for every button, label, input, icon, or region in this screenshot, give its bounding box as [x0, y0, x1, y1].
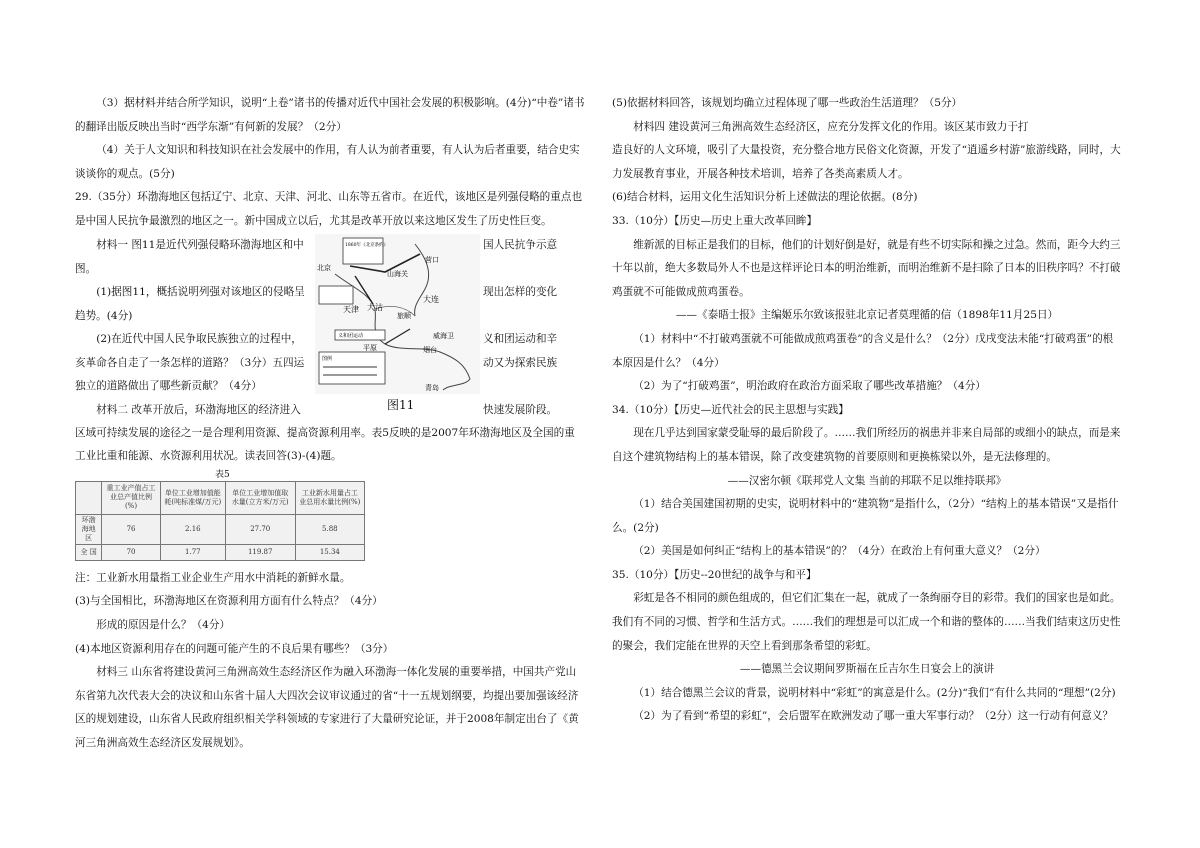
question-35-heading: 35.（10分）【历史--20世纪的战争与和平】: [612, 568, 817, 581]
sub-question-2-left: (2)在近代中国人民争取民族独立的过程中，: [96, 332, 302, 345]
table-cell: 70: [102, 544, 161, 560]
table-cell: 27.70: [225, 514, 295, 544]
table-title: 表5: [215, 469, 230, 480]
map-illustration: [315, 234, 480, 410]
material-1-right: 国人民抗争示意: [483, 238, 558, 251]
table-header-cell: [76, 481, 102, 514]
figure-11-block: [75, 234, 585, 422]
sub-question-5: (5)依据材料回答，该规划均确立过程体现了哪一些政治生活道理？（5分）: [612, 97, 963, 109]
map-label-shanhaiguan: 山海关: [387, 269, 408, 278]
sub-question-2-right2: 动又为探索民族: [483, 356, 558, 369]
material-2-continued: 区域可持续发展的途径之一是合理利用资源、提高资源利用率。表5反映的是2007年环渤海地区及全国的重工业比重和能源、水资源利用状况。读表回答(3)-(4)题。: [75, 426, 575, 463]
material-4-continued: 造良好的人文环境，吸引了大量投资，充分整合地方民俗文化资源，开发了“逍遥乡村游”旅游线路，同时，大力发展教育事业，开展各种技术培训，培养了各类高素质人才。: [612, 144, 1121, 180]
material-1-left: 材料一 图11是近代列强侵略环渤海地区和中: [96, 238, 304, 251]
question-34-heading: 34.（10分）【历史—近代社会的民主思想与实践】: [612, 403, 849, 416]
question-34-source: ——汉密尔顿《联邦党人文集 当前的邦联不足以维持联邦》: [727, 474, 1007, 487]
left-column: [75, 92, 585, 756]
table-header-row: [76, 481, 365, 514]
table-header-cell: 工业新水用量占工业总用水量比例(%): [295, 481, 364, 514]
material-1-left2: 图。: [75, 262, 97, 275]
map-label-dagu: 大沽: [367, 302, 383, 312]
sub-question-3b: 形成的原因是什么？（4分）: [96, 618, 231, 631]
table-note: 注：工业新水用量指工业企业生产用水中消耗的新鲜水量。: [75, 571, 351, 584]
question-3: （3）据材料并结合所学知识，说明“上卷”诸书的传播对近代中国社会发展的积极影响。(4分)“中卷”诸书的翻译出版反映出当时“西学东渐”有何新的发展？（2分）: [75, 97, 585, 133]
material-2-left: 材料二 改革开放后，环渤海地区的经济进入: [96, 403, 301, 416]
question-34-text: 现在几乎达到国家蒙受耻辱的最后阶段了。……我们所经历的祸患并非来自局部的或细小的缺点，而是来自这个建筑物结构上的基本错误，除了改变建筑物的首要原则和更换栋梁以外，是无法修理的。: [612, 427, 1121, 463]
right-column: [612, 92, 1122, 729]
sub-question-4: (4)本地区资源利用存在的问题可能产生的不良后果有哪些？（3分）: [75, 642, 394, 655]
material-3: 材料三 山东省将建设黄河三角洲高效生态经济区作为融入环渤海一体化发展的重要举措，中国共产党山东省第九次代表大会的决议和山东省十届人大四次会议审议通过的省“十一五规划纲要，均提出要加强该经济区的规划建设，山东省人民政府组织相关学科领域的专家进行了大量研究论证，并于2008年制定出台了《黄河三角洲高效生态经济区发展规划》。: [75, 666, 579, 749]
table-5: [75, 481, 365, 561]
question-34-part1: （1）结合美国建国初期的史实，说明材料中的“建筑物”是指什么，（2分）“结构上的基本错误”又是指什么。(2分): [612, 498, 1119, 534]
map-label-yingkou: 营口: [425, 255, 439, 264]
map-label-beijing: 北京: [317, 263, 331, 272]
table-row: [76, 544, 365, 560]
map-legend: 图例: [322, 355, 333, 362]
sub-question-2-right: 义和团运动和辛: [483, 332, 558, 345]
table-cell: 环渤海地区: [76, 514, 102, 544]
figure-caption: 图11: [387, 397, 415, 412]
sub-question-1-right: 现出怎样的变化: [483, 285, 558, 298]
material-4: 材料四 建设黄河三角洲高效生态经济区，应充分发挥文化的作用。该区某市致力于打: [633, 120, 1029, 133]
question-33-heading: 33.（10分）【历史—历史上重大改革回眸】: [612, 214, 818, 227]
table-header-cell: 单位工业增加值能耗(吨标准煤/万元): [160, 481, 225, 514]
map-box2: 义和团运动: [338, 332, 364, 339]
question-33-part1: （1）材料中“不打破鸡蛋就不可能做成煎鸡蛋卷”的含义是什么？（2分）戊戌变法未能“打破鸡蛋”的根本原因是什么？（4分）: [612, 332, 1114, 369]
material-2-right: 快速发展阶段。: [483, 403, 558, 416]
table-cell: 119.87: [225, 544, 295, 560]
sub-question-2-left3: 独立的道路做出了哪些新贡献？（4分）: [75, 379, 262, 392]
table-cell: 2.16: [160, 514, 225, 544]
map-label-yantai: 烟台: [423, 345, 437, 354]
sub-question-2-left2: 亥革命各自走了一条怎样的道路？（3分）五四运: [75, 356, 305, 369]
question-33-source: ——《泰晤士报》主编姬乐尔致该报驻北京记者莫理循的信（1898年11月25日）: [675, 309, 1059, 322]
map-label-pingyuan: 平原: [363, 343, 377, 352]
table-cell: 全 国: [76, 544, 102, 560]
sub-question-3: (3)与全国相比，环渤海地区在资源利用方面有什么特点？（4分）: [75, 595, 383, 608]
figure-11-map: [315, 234, 480, 410]
question-35-text: 彩虹是各不相同的颜色组成的，但它们汇集在一起，就成了一条绚丽夺目的彩带。我们的国家也是如此。我们有不同的习惯、哲学和生活方式。……我们的理想是可以汇成一个和谐的整体的……当我们结束这历史性的聚会，我们定能在世界的天空上看到那条希望的彩虹。: [612, 592, 1121, 652]
table-row: [76, 514, 365, 544]
question-35-part1: （1）结合德黑兰会议的背景，说明材料中“彩虹”的寓意是什么。(2分)“我们”有什么共同的“理想”(2分): [633, 686, 1116, 699]
table-cell: 5.88: [295, 514, 364, 544]
map-label-tianjin: 天津: [343, 304, 359, 314]
question-4: （4）关于人文知识和科技知识在社会发展中的作用，有人认为前者重要，有人认为后者重要，结合史实谈谈你的观点。(5分): [75, 144, 580, 180]
table-cell: 76: [102, 514, 161, 544]
question-34-part2: （2）美国是如何纠正“结构上的基本错误”的？（4分）在政治上有何重大意义？（2分）: [633, 545, 1046, 558]
table-cell: 1.77: [160, 544, 225, 560]
map-label-lushun: 旅顺: [397, 311, 411, 320]
question-35-source: ——德黑兰会议期间罗斯福在丘吉尔生日宴会上的演讲: [739, 663, 995, 676]
table-cell: 15.34: [295, 544, 364, 560]
question-33-part2: （2）为了“打破鸡蛋”，明治政府在政治方面采取了哪些改革措施？（4分）: [633, 380, 986, 393]
map-label-dalian: 大连: [423, 294, 439, 304]
table-header-cell: 重工业产值占工业总产值比例(%): [102, 481, 161, 514]
question-35-part2: （2）为了看到“希望的彩虹”，会后盟军在欧洲发动了哪一重大军事行动？（2分）这一行动有何意义？: [633, 710, 1114, 723]
question-29: 29.（35分）环渤海地区包括辽宁、北京、天津、河北、山东等五省市。在近代，该地区是列强侵略的重点也是中国人民抗争最激烈的地区之一。新中国成立以后，尤其是改革开放以来这地区发生了历史性巨变。: [75, 191, 583, 227]
map-label-weihaiwei: 威海卫: [433, 331, 454, 340]
map-box1: 1860年《北京条约》: [345, 242, 388, 248]
sub-question-6: (6)结合材料，运用文化生活知识分析上述做法的理论依据。(8分): [612, 191, 918, 204]
sub-question-1-left: (1)据图11，概括说明列强对该地区的侵略呈: [96, 285, 305, 298]
sub-question-1-left2: 趋势。(4分): [75, 309, 133, 322]
question-33-text: 维新派的目标正是我们的目标，他们的计划好倒是好，就是有些不切实际和操之过急。然而，距今大约三十年以前，绝大多数局外人不也是这样评论日本的明治维新，而明治维新不是扫除了日本的旧秩序吗？不打破鸡蛋就不可能做成煎鸡蛋卷。: [612, 238, 1121, 298]
map-label-qingdao: 青岛: [425, 383, 439, 392]
table-header-cell: 单位工业增加值取水量(立方米/万元): [225, 481, 295, 514]
